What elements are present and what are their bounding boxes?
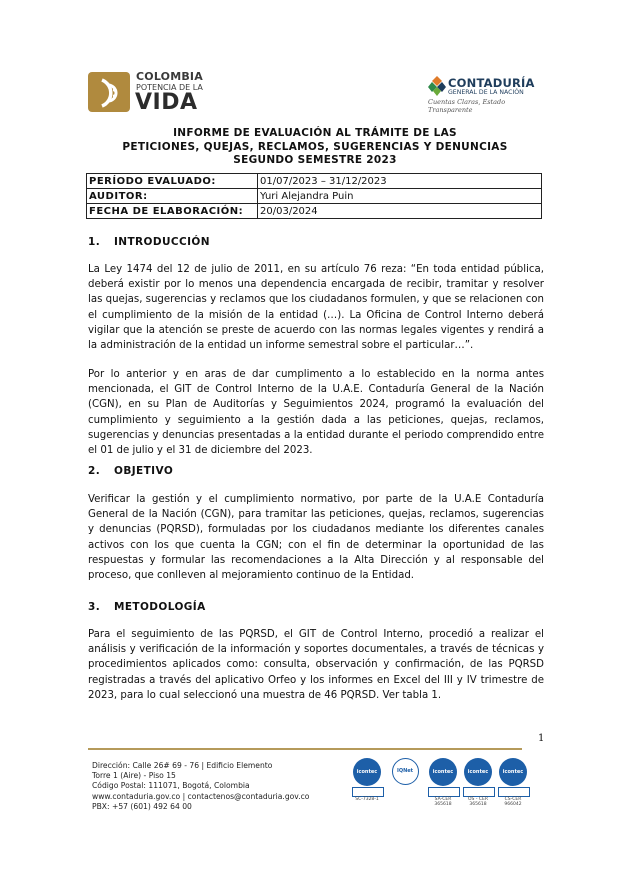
- footer-line: Dirección: Calle 26# 69 - 76 | Edificio Elemento: [92, 761, 273, 770]
- contaduria-logo: [428, 76, 538, 114]
- certification-icontec-2: [428, 758, 458, 807]
- table-row: [87, 174, 542, 189]
- section-heading-introduccion: [88, 236, 210, 248]
- cert-strip: [428, 787, 460, 797]
- certification-icontec-3: [463, 758, 493, 807]
- icontec-badge-icon: icontec: [429, 758, 457, 786]
- logo-colombia-text: COLOMBIA: [136, 70, 203, 83]
- footer-line: www.contaduria.gov.co | contactenos@contaduria.gov.co: [92, 791, 310, 801]
- certification-iqnet: [390, 758, 420, 785]
- section-number: 2.: [88, 465, 101, 477]
- date-value: 20/03/2024: [258, 204, 542, 219]
- section-title: INTRODUCCIÓN: [114, 236, 210, 248]
- auditor-label: AUDITOR:: [87, 189, 258, 204]
- certification-icontec-1: [352, 758, 382, 802]
- page-number: 1: [538, 733, 545, 744]
- icontec-badge-icon: icontec: [464, 758, 492, 786]
- auditor-value: Yuri Alejandra Puin: [258, 189, 542, 204]
- logo-contaduria-text: CONTADURÍA: [448, 76, 535, 90]
- paragraph: Para el seguimiento de las PQRSD, el GIT de Control Interno, procedió a realizar el análisis y verificación de la información y soportes documentales, a través de técnicas y procedimientos aplicados como: consulta, observación y confirmación, de las PQRSD registradas a través del aplicativo Orfeo y los informes en Excel del III y IV trimestre de 2023, para lo cual seleccionó una muestra de 46 PQRSD. Ver tabla 1.: [88, 629, 544, 701]
- contaduria-emblem-icon: [428, 76, 446, 96]
- cert-code: OS - CER 365618: [468, 797, 488, 807]
- section-title: OBJETIVO: [114, 465, 174, 477]
- cert-code: CS-CER 966042: [504, 797, 522, 807]
- section-number: 1.: [88, 236, 101, 248]
- cert-strip: [463, 787, 495, 797]
- colombia-potencia-de-la-vida-logo: [88, 70, 218, 116]
- section-number: 3.: [88, 601, 101, 613]
- paragraph: Verificar la gestión y el cumplimiento normativo, por parte de la U.A.E Contaduría General de la Nación (CGN), para tramitar las peticiones, quejas, reclamos, sugerencias y denuncias (PQRSD), formuladas por los ciudadanos mediante los diferentes canales activos con los que cuenta la CGN; con el fin de determinar la oportunidad de las respuestas y formular las recomendaciones a la Alta Dirección y al responsable del proceso, que conlleven al mejoramiento continuo de la Entidad.: [88, 494, 544, 582]
- report-info-table: [86, 173, 542, 219]
- iqnet-badge-icon: IQNet: [392, 758, 419, 785]
- logo-tagline: Cuentas Claras, Estado Transparente: [428, 98, 506, 114]
- period-value: 01/07/2023 – 31/12/2023: [258, 174, 542, 189]
- section-heading-objetivo: [88, 465, 173, 477]
- footer-line: PBX: +57 (601) 492 64 00: [92, 801, 192, 811]
- cert-code: SA-CER 365618: [434, 797, 452, 807]
- cert-strip: [352, 787, 384, 797]
- table-row: [87, 189, 542, 204]
- footer-line: Código Postal: 111071, Bogotá, Colombia: [92, 781, 250, 791]
- footer-address: [92, 761, 309, 812]
- paragraph: Por lo anterior y en aras de dar cumplimento a lo establecido en la norma antes mencionada, el GIT de Control Interno de la U.A.E. Contaduría General de la Nación (CGN), en su Plan de Auditorías y Seguimientos 2024, programó la evaluación del cumplimiento y seguimiento a la gestión dada a las peticiones, quejas, reclamos, sugerencias y denuncias presentadas a la entidad durante el periodo comprendido entre el 01 de julio y el 31 de diciembre del 2023.: [88, 369, 544, 457]
- report-title-line-2: PETICIONES, QUEJAS, RECLAMOS, SUGERENCIAS Y DENUNCIAS: [122, 141, 508, 153]
- date-label: FECHA DE ELABORACIÓN:: [87, 204, 258, 219]
- section-heading-metodologia: [88, 601, 206, 613]
- section-title: METODOLOGÍA: [114, 601, 206, 613]
- logo-vida-text: VIDA: [135, 90, 198, 115]
- logo-potencia-text: POTENCIA DE LA: [136, 83, 203, 92]
- logo-general-text: GENERAL DE LA NACIÓN: [448, 89, 524, 96]
- certification-icontec-4: [498, 758, 528, 807]
- footer-divider: [88, 748, 522, 750]
- report-title-line-1: INFORME DE EVALUACIÓN AL TRÁMITE DE LAS: [173, 127, 457, 139]
- colombia-emblem-icon: [88, 70, 130, 114]
- cert-strip: [498, 787, 530, 797]
- period-label: PERÍODO EVALUADO:: [87, 174, 258, 189]
- icontec-badge-icon: icontec: [353, 758, 381, 786]
- table-row: [87, 204, 542, 219]
- cert-code: SC-7328-1: [355, 797, 379, 802]
- paragraph: La Ley 1474 del 12 de julio de 2011, en su artículo 76 reza: “En toda entidad pública, deberá existir por lo menos una dependencia encargada de recibir, tramitar y resolver las quejas, sugerencias y reclamos que los ciudadanos formulen, y que se relacionen con el cumplimiento de la misión de la entidad (…). La Oficina de Control Interno deberá vigilar que la atención se preste de acuerdo con las normas legales vigentes y rendirá a la administración de la entidad un informe semestral sobre el particular…”.: [88, 264, 544, 352]
- footer-line: Torre 1 (Aire) - Piso 15: [92, 771, 176, 781]
- icontec-badge-icon: icontec: [499, 758, 527, 786]
- report-title-line-3: SEGUNDO SEMESTRE 2023: [233, 154, 397, 166]
